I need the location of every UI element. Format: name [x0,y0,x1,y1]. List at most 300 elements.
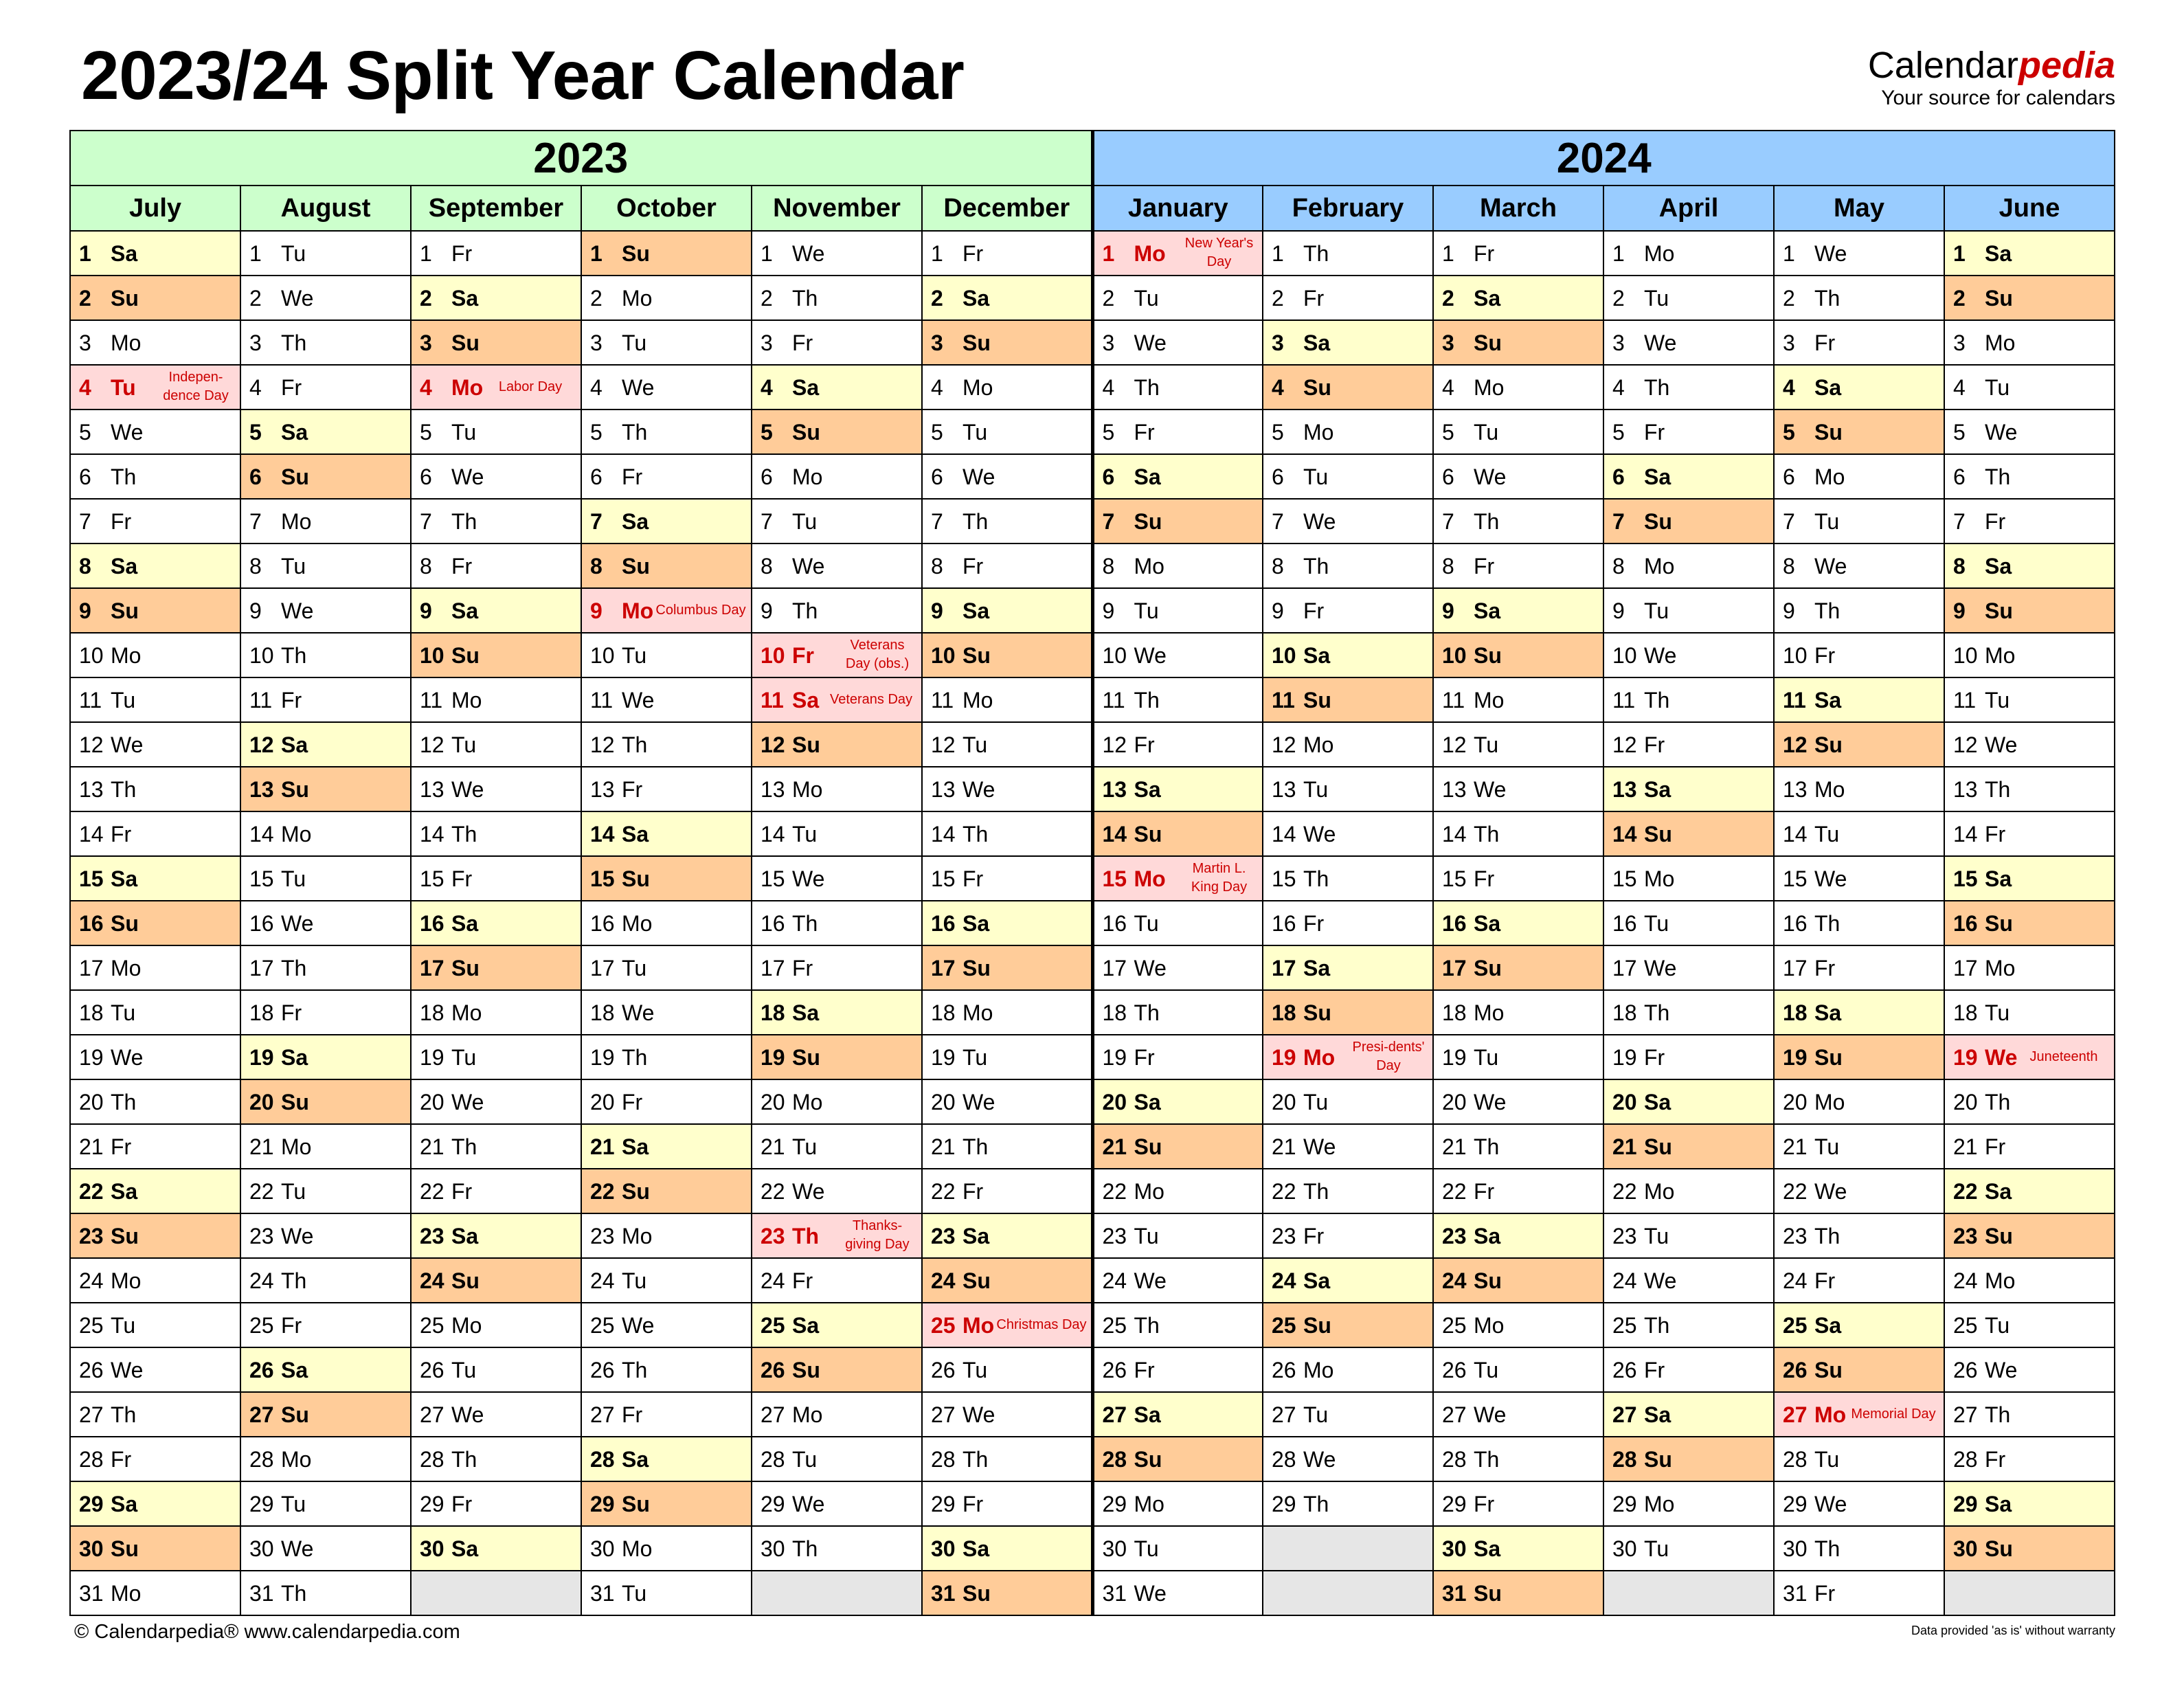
day-cell [240,1303,411,1347]
day-cell-content [1094,1482,1263,1525]
day-cell [752,901,922,945]
day-cell-content [1604,1393,1773,1436]
day-number: 28 [1442,1447,1467,1472]
weekday-abbr: We [1985,1358,2018,1382]
weekday-abbr: We [1474,1402,1507,1427]
weekday-abbr: Th [1134,1000,1160,1025]
day-row [70,231,2115,276]
day-cell-content [1434,1482,1603,1525]
day-number: 23 [249,1224,274,1248]
day-cell [1603,677,1774,722]
weekday-abbr: Sa [111,241,138,266]
weekday-abbr: Su [622,866,650,891]
day-cell-content [1604,410,1773,453]
day-cell [240,856,411,901]
day-cell-content [1263,410,1432,453]
day-cell [240,1213,411,1258]
day-cell-content [1434,857,1603,900]
weekday-abbr: Th [792,911,818,936]
weekday-abbr: Su [962,330,991,355]
day-cell-content [412,1303,581,1347]
day-number: 15 [1442,866,1467,891]
weekday-abbr: Su [1644,509,1672,534]
day-number: 14 [1783,822,1808,847]
day-cell-content [752,723,921,766]
day-number: 1 [590,241,603,266]
day-cell-content [582,946,751,989]
weekday-abbr: Tu [111,1313,136,1338]
day-number: 29 [1953,1492,1978,1516]
month-header-january: January [1092,186,1263,231]
day-number: 26 [1953,1358,1978,1382]
day-number: 30 [761,1536,785,1561]
day-number: 26 [249,1358,274,1382]
weekday-abbr: Fr [451,241,473,266]
day-cell [1944,1079,2115,1124]
day-cell [70,1571,240,1615]
day-number: 18 [931,1000,956,1025]
day-cell [70,1079,240,1124]
weekday-abbr: Fr [792,643,814,668]
day-number: 4 [420,375,432,400]
day-number: 16 [761,911,785,936]
day-cell-content [1434,678,1603,721]
day-cell-content [1775,901,1944,945]
day-cell-content [582,634,751,677]
day-number: 19 [1272,1045,1296,1070]
day-cell-content [1775,500,1944,543]
day-number: 1 [1953,241,1966,266]
day-cell-content [71,1437,240,1481]
day-number: 4 [1783,375,1795,400]
day-number: 25 [249,1313,274,1338]
day-cell [1774,543,1944,588]
day-cell-content [241,276,410,319]
weekday-abbr: Th [622,420,648,445]
day-number: 13 [761,777,785,802]
day-number: 19 [931,1045,956,1070]
day-number: 2 [1442,286,1454,311]
weekday-abbr: Fr [1303,911,1325,936]
day-cell [411,945,581,990]
day-cell [1263,365,1433,410]
day-number: 26 [590,1358,615,1382]
day-cell-content [1604,544,1773,587]
day-cell [581,1526,752,1571]
day-number: 27 [249,1402,274,1427]
weekday-abbr: We [622,375,655,400]
day-cell [752,1437,922,1481]
day-cell [1774,231,1944,276]
weekday-abbr: Fr [1644,732,1665,757]
day-cell [240,1347,411,1392]
day-number: 4 [79,375,91,400]
day-cell-content [1775,946,1944,989]
day-number: 13 [249,777,274,802]
day-cell-content [71,1169,240,1213]
day-number: 12 [249,732,274,757]
day-number: 15 [590,866,615,891]
day-cell [922,633,1092,677]
day-number: 28 [1953,1447,1978,1472]
day-number: 24 [590,1268,615,1293]
day-cell [411,1347,581,1392]
day-cell-content [923,991,1091,1034]
weekday-abbr: Su [111,1536,139,1561]
weekday-abbr: Mo [1814,1090,1845,1114]
day-number: 9 [249,598,262,623]
weekday-abbr: Th [1985,1090,2011,1114]
day-cell-content [1434,1527,1603,1570]
day-number: 5 [1102,420,1115,445]
month-header-december: December [922,186,1092,231]
day-cell-content [1263,1035,1432,1079]
day-cell-content [412,232,581,275]
day-cell-content [1604,500,1773,543]
day-cell [1092,901,1263,945]
weekday-abbr: We [792,554,825,579]
day-cell [240,365,411,410]
day-number: 28 [590,1447,615,1472]
day-row [70,1392,2115,1437]
day-cell-content [1775,1527,1944,1570]
day-cell [240,767,411,811]
day-cell-content [241,1303,410,1347]
day-cell [922,1481,1092,1526]
weekday-abbr: Fr [1644,420,1665,445]
day-cell-content [1094,366,1263,409]
day-cell [1944,588,2115,633]
day-cell-content [1775,410,1944,453]
weekday-abbr: Th [792,598,818,623]
day-cell [1944,1526,2115,1571]
day-number: 26 [761,1358,785,1382]
day-cell [752,1169,922,1213]
day-cell-content [1945,901,2114,945]
day-cell-content [582,321,751,364]
day-number: 13 [590,777,615,802]
day-number: 11 [1783,688,1806,713]
day-cell [411,499,581,543]
day-number: 18 [1953,1000,1978,1025]
day-number: 5 [1442,420,1454,445]
day-row [70,276,2115,320]
day-cell-content [582,544,751,587]
day-cell [411,365,581,410]
day-cell-content [923,1125,1091,1168]
day-cell [1774,1258,1944,1303]
day-cell-content [582,857,751,900]
day-cell-content [752,678,921,721]
day-cell-content [412,410,581,453]
day-cell-content [241,1214,410,1257]
holiday-name: Thanks-giving Day [845,1218,910,1252]
day-number: 23 [1783,1224,1808,1248]
day-cell-content [1945,1303,2114,1347]
weekday-abbr: Sa [111,866,138,891]
day-cell-content [923,1080,1091,1123]
day-cell [411,1169,581,1213]
weekday-abbr: Su [1985,286,2013,311]
weekday-abbr: Su [1644,1134,1672,1159]
day-number: 12 [1612,732,1637,757]
day-cell [581,1437,752,1481]
day-number: 18 [1442,1000,1467,1025]
day-cell-content [923,1527,1091,1570]
day-cell-content [752,1393,921,1436]
weekday-abbr: Th [281,330,307,355]
day-cell-content [1094,767,1263,811]
day-cell-content [1263,1348,1432,1391]
day-number: 7 [1102,509,1115,534]
weekday-abbr: Th [1644,1000,1670,1025]
day-number: 12 [590,732,615,757]
day-cell-content [582,232,751,275]
day-cell [411,276,581,320]
brand-tagline: Your source for calendars [1881,87,2115,109]
day-cell [1774,365,1944,410]
day-number: 9 [420,598,432,623]
weekday-abbr: Mo [1134,1179,1164,1204]
weekday-abbr: Fr [111,509,132,534]
weekday-abbr: Fr [1985,509,2006,534]
day-number: 7 [761,509,773,534]
day-cell-content [582,410,751,453]
weekday-abbr: Fr [962,1492,984,1516]
day-number: 29 [249,1492,274,1516]
weekday-abbr: We [1814,866,1847,891]
day-number: 24 [931,1268,956,1293]
day-number: 23 [1102,1224,1127,1248]
weekday-abbr: Fr [1474,1179,1495,1204]
day-cell-content [1434,1437,1603,1481]
day-cell-content [241,455,410,498]
day-cell-content [1094,1303,1263,1347]
day-cell [1092,365,1263,410]
day-cell-content [1434,1393,1603,1436]
weekday-abbr: Fr [451,1179,473,1204]
day-cell [411,1124,581,1169]
weekday-abbr: Tu [1985,1313,2010,1338]
day-cell-content [1775,1571,1944,1615]
weekday-abbr: Tu [111,375,136,400]
day-cell-content [1094,1125,1263,1168]
day-number: 7 [1783,509,1795,534]
day-cell-content [1945,1259,2114,1302]
day-cell-content [241,1259,410,1302]
day-cell [1433,543,1603,588]
weekday-abbr: Mo [962,375,993,400]
day-cell-content [1263,544,1432,587]
weekday-abbr: Th [622,1045,648,1070]
day-number: 13 [79,777,104,802]
day-cell-content [412,1214,581,1257]
weekday-abbr: Fr [962,1179,984,1204]
day-cell-content [1604,946,1773,989]
day-cell [1263,1124,1433,1169]
weekday-abbr: Tu [792,1447,818,1472]
day-row [70,1258,2115,1303]
month-header-april: April [1603,186,1774,231]
day-cell-content [1775,1214,1944,1257]
day-number: 28 [1783,1447,1808,1472]
day-cell-content [1094,410,1263,453]
day-number: 31 [1442,1581,1467,1606]
day-cell-content [412,678,581,721]
day-cell [1263,901,1433,945]
day-cell [70,990,240,1035]
day-number: 3 [1953,330,1966,355]
brand-logo[interactable] [1868,44,2115,110]
day-cell [922,1437,1092,1481]
day-cell-content [1263,232,1432,275]
day-number: 13 [420,777,444,802]
day-cell [581,410,752,454]
day-cell-content [1434,1214,1603,1257]
day-cell [1944,1392,2115,1437]
day-cell-content [752,500,921,543]
day-number: 25 [1272,1313,1296,1338]
weekday-abbr: Su [1303,1313,1331,1338]
day-cell [240,1258,411,1303]
weekday-abbr: Sa [1474,1536,1501,1561]
day-cell-content [923,1169,1091,1213]
day-cell [1944,901,2115,945]
day-cell-content [71,857,240,900]
day-number: 17 [1272,956,1296,980]
brand-name-main: Calendar [1867,45,2018,86]
day-cell [411,1481,581,1526]
day-row [70,1437,2115,1481]
day-cell-content [1604,767,1773,811]
weekday-abbr: Su [622,1492,650,1516]
day-cell [581,320,752,365]
day-number: 15 [931,866,956,891]
day-number: 29 [761,1492,785,1516]
day-cell [1092,499,1263,543]
day-number: 6 [590,464,603,489]
day-cell-content [752,1035,921,1079]
day-cell-content [1094,589,1263,632]
day-number: 6 [249,464,262,489]
day-number: 11 [79,688,102,713]
day-row [70,1079,2115,1124]
weekday-abbr: Fr [1134,732,1155,757]
day-cell-content [1775,1393,1944,1436]
day-number: 15 [79,866,104,891]
day-cell-content [1945,678,2114,721]
day-cell-content [1094,455,1263,498]
day-cell-content [1604,589,1773,632]
weekday-abbr: We [1814,241,1847,266]
day-number: 21 [931,1134,956,1159]
day-number: 20 [1272,1090,1296,1114]
day-number: 1 [249,241,262,266]
day-row [70,499,2115,543]
day-cell-content [1945,321,2114,364]
day-cell-content [71,1527,240,1570]
weekday-abbr: Fr [622,1402,643,1427]
day-cell-content [752,1169,921,1213]
day-number: 25 [1783,1313,1808,1338]
day-cell [1774,1035,1944,1079]
day-number: 21 [1272,1134,1296,1159]
weekday-abbr: Tu [451,1045,477,1070]
weekday-abbr: Tu [1134,911,1159,936]
day-number: 17 [249,956,274,980]
day-number: 24 [1102,1268,1127,1293]
weekday-abbr: We [1134,1581,1167,1606]
day-cell [70,320,240,365]
weekday-abbr: Tu [1644,1224,1669,1248]
empty-cell [1944,1571,2115,1615]
day-number: 20 [1442,1090,1467,1114]
day-cell [1944,320,2115,365]
day-number: 28 [420,1447,444,1472]
day-cell-content [752,1125,921,1168]
day-cell [922,677,1092,722]
day-cell-content [582,500,751,543]
day-cell-content [923,678,1091,721]
day-cell-content [71,1035,240,1079]
day-cell [1603,276,1774,320]
weekday-abbr: We [1814,1179,1847,1204]
weekday-abbr: Fr [1134,1358,1155,1382]
day-cell [70,365,240,410]
day-number: 15 [1102,866,1127,891]
weekday-abbr: Fr [1474,241,1495,266]
brand-name [1868,44,2115,87]
day-number: 11 [420,688,443,713]
day-cell [1092,1079,1263,1124]
day-number: 17 [1102,956,1127,980]
day-cell-content [71,321,240,364]
day-cell [922,990,1092,1035]
weekday-abbr: Tu [1134,286,1159,311]
day-number: 11 [1612,688,1636,713]
day-cell-content [1604,634,1773,677]
weekday-abbr: Sa [1814,1313,1842,1338]
day-cell [752,767,922,811]
day-cell [1263,1347,1433,1392]
weekday-abbr: Tu [622,956,647,980]
day-number: 23 [420,1224,444,1248]
day-cell [922,1571,1092,1615]
day-number: 26 [1272,1358,1296,1382]
day-number: 8 [420,554,432,579]
weekday-abbr: Tu [1474,1358,1499,1382]
day-cell [240,811,411,856]
month-header-october: October [581,186,752,231]
day-cell-content [752,1527,921,1570]
weekday-abbr: Th [792,286,818,311]
day-cell-content [923,544,1091,587]
holiday-name: Presi-dents' Day [1352,1040,1425,1073]
day-cell-content [923,857,1091,900]
day-cell-content [1094,1437,1263,1481]
day-cell [1774,722,1944,767]
weekday-abbr: Th [111,1090,137,1114]
day-number: 18 [1272,1000,1296,1025]
day-number: 9 [1953,598,1966,623]
weekday-abbr: Fr [1474,554,1495,579]
weekday-abbr: Mo [281,822,312,847]
weekday-abbr: Th [622,1358,648,1382]
day-number: 31 [249,1581,274,1606]
holiday-name: Columbus Day [655,603,746,618]
day-number: 19 [420,1045,444,1070]
day-cell [581,1481,752,1526]
